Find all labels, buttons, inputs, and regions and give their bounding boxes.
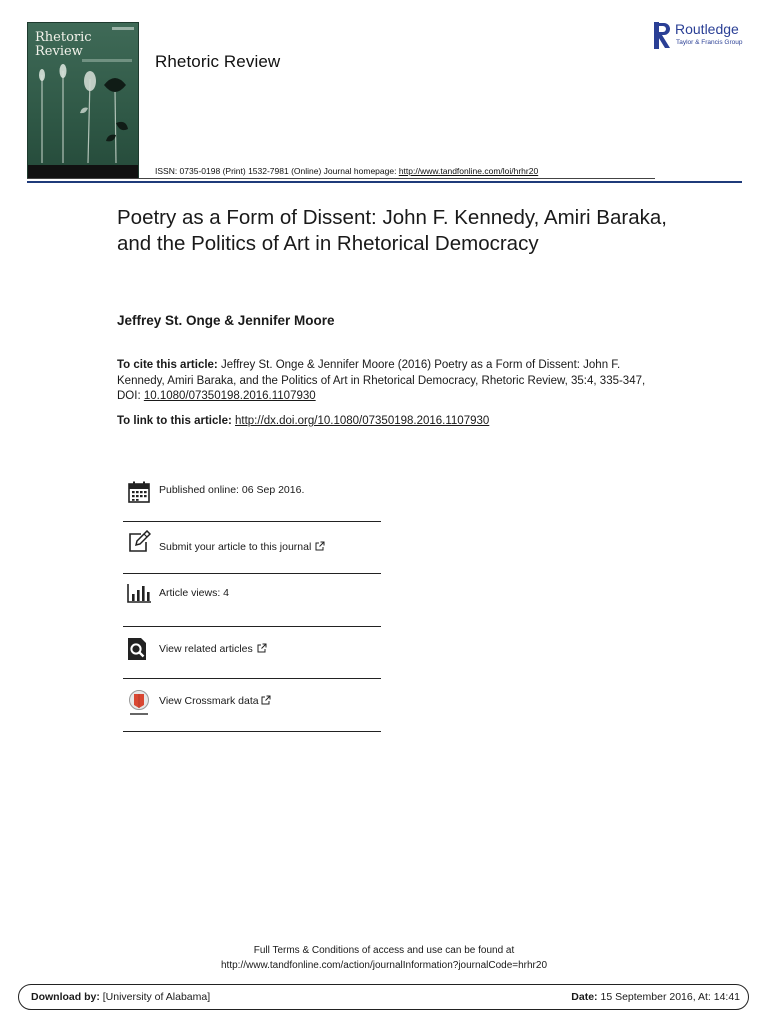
doi-link[interactable]: 10.1080/07350198.2016.1107930 <box>143 390 316 402</box>
terms-line1: Full Terms & Conditions of access and use can be found at <box>253 945 515 956</box>
external-link-icon <box>257 643 267 653</box>
crossmark-icon <box>127 689 151 717</box>
cover-tag <box>112 27 134 30</box>
download-info-bar <box>18 984 749 1010</box>
article-link-label: To link to this article: <box>117 415 235 427</box>
download-by-label: Download by: <box>31 991 100 1003</box>
journal-name: Rhetoric Review <box>155 52 281 71</box>
edit-icon <box>127 530 151 554</box>
journal-homepage-link[interactable]: http://www.tandfonline.com/loi/hrhr20 <box>398 166 539 176</box>
header-divider-thin <box>27 178 655 179</box>
download-by-value: [University of Alabama] <box>99 991 211 1003</box>
issn-line <box>155 166 538 176</box>
related-articles-label: View related articles <box>159 643 253 655</box>
article-views-row <box>123 574 381 627</box>
journal-cover-image <box>27 22 139 179</box>
cover-flowers-illustration <box>28 63 139 167</box>
routledge-logo-icon <box>654 22 672 49</box>
submit-article-row[interactable] <box>123 522 381 574</box>
search-document-icon <box>126 637 150 661</box>
calendar-icon <box>127 480 151 504</box>
bar-chart-icon <box>127 581 151 605</box>
published-online-row <box>123 468 381 522</box>
cover-footer <box>28 165 138 178</box>
terms-url[interactable]: http://www.tandfonline.com/action/journalInformation?journalCode=hrhr20 <box>220 960 548 971</box>
submit-article-label: Submit your article to this journal <box>159 541 312 553</box>
cover-volume-line <box>82 59 132 62</box>
external-link-icon <box>315 541 325 551</box>
download-by <box>31 991 210 1003</box>
crossmark-label: View Crossmark data <box>159 695 259 707</box>
submit-article-link[interactable] <box>159 541 325 553</box>
terms-notice <box>0 943 768 973</box>
cover-title-line1: Rhetoric <box>35 30 92 45</box>
issn-text: ISSN: 0735-0198 (Print) 1532-7981 (Online) Journal homepage: <box>155 166 399 176</box>
download-date <box>571 991 740 1003</box>
article-authors: Jeffrey St. Onge & Jennifer Moore <box>117 313 335 328</box>
article-title: Poetry as a Form of Dissent: John F. Kennedy, Amiri Baraka, and the Politics of Art in Rhetorical Democracy <box>117 206 667 255</box>
crossmark-link[interactable] <box>159 695 271 707</box>
article-doi-url-link[interactable]: http://dx.doi.org/10.1080/07350198.2016.1107930 <box>235 415 490 427</box>
article-link-line <box>117 415 489 427</box>
citation-text: Jeffrey St. Onge & Jennifer Moore (2016) Poetry as a Form of Dissent: John F. Kennedy, Amiri Baraka, and the Politics of Art in Rhetorical Democracy, Rhetoric Review, 35:4, 335-347, DOI: <box>117 359 646 402</box>
published-online-text: Published online: 06 Sep 2016. <box>159 484 305 496</box>
crossmark-row[interactable] <box>123 679 381 732</box>
download-date-value: 15 September 2016, At: 14:41 <box>597 991 740 1003</box>
article-info-list <box>123 468 381 732</box>
article-views-text: Article views: 4 <box>159 587 230 599</box>
related-articles-row[interactable] <box>123 627 381 679</box>
cover-title-line2: Review <box>35 44 83 59</box>
external-link-icon <box>261 695 271 705</box>
cover-title <box>35 31 135 59</box>
related-articles-link[interactable] <box>159 643 267 655</box>
citation-label: To cite this article: <box>117 359 218 371</box>
header-divider <box>27 181 742 183</box>
publisher-subtitle: Taylor & Francis Group <box>676 39 743 46</box>
publisher-name: Routledge <box>675 21 739 37</box>
download-date-label: Date: <box>571 991 598 1003</box>
citation-block <box>117 358 662 405</box>
